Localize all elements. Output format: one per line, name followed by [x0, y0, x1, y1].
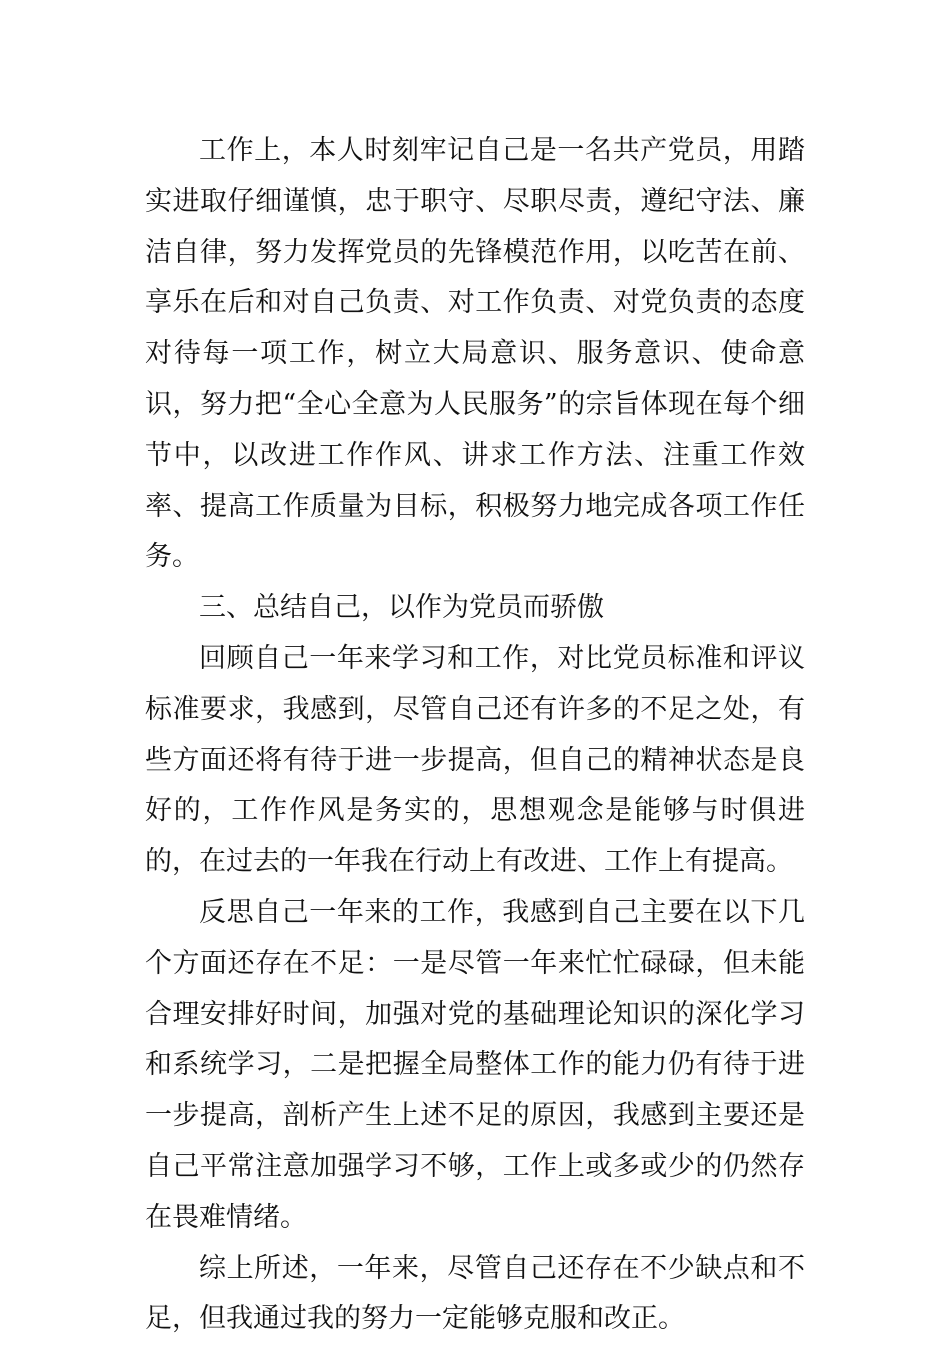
section-heading: 三、总结自己，以作为党员而骄傲 [199, 592, 604, 624]
paragraph-conclusion: 综上所述，一年来，尽管自己还存在不少缺点和不足，但我通过我的努力一定能够克服和改正。 [145, 1252, 805, 1335]
paragraph-work: 工作上，本人时刻牢记自己是一名共产党员，用踏实进取仔细谨慎，忠于职守、尽职尽责，遵纪守法、廉洁自律，努力发挥党员的先锋模范作用，以吃苦在前、享乐在后和对自己负责、对工作负责、对党负责的态度对待每一项工作，树立大局意识、服务意识、使命意识，努力把“全心全意为人民服务”的宗旨体现在每个细节中，以改进工作作风、讲求工作方法、注重工作效率、提高工作质量为目标，积极努力地完成各项工作任务。 [145, 135, 805, 573]
document-body [145, 126, 805, 1345]
paragraph-review: 回顾自己一年来学习和工作，对比党员标准和评议标准要求，我感到，尽管自己还有许多的不足之处，有些方面还将有待于进一步提高，但自己的精神状态是良好的，工作作风是务实的，思想观念是能够与时俱进的，在过去的一年我在行动上有改进、工作上有提高。 [145, 642, 805, 878]
paragraph-reflection: 反思自己一年来的工作，我感到自己主要在以下几个方面还存在不足：一是尽管一年来忙忙碌碌，但未能合理安排好时间，加强对党的基础理论知识的深化学习和系统学习，二是把握全局整体工作的能力仍有待于进一步提高，剖析产生上述不足的原因，我感到主要还是自己平常注意加强学习不够，工作上或多或少的仍然存在畏难情绪。 [145, 896, 805, 1233]
